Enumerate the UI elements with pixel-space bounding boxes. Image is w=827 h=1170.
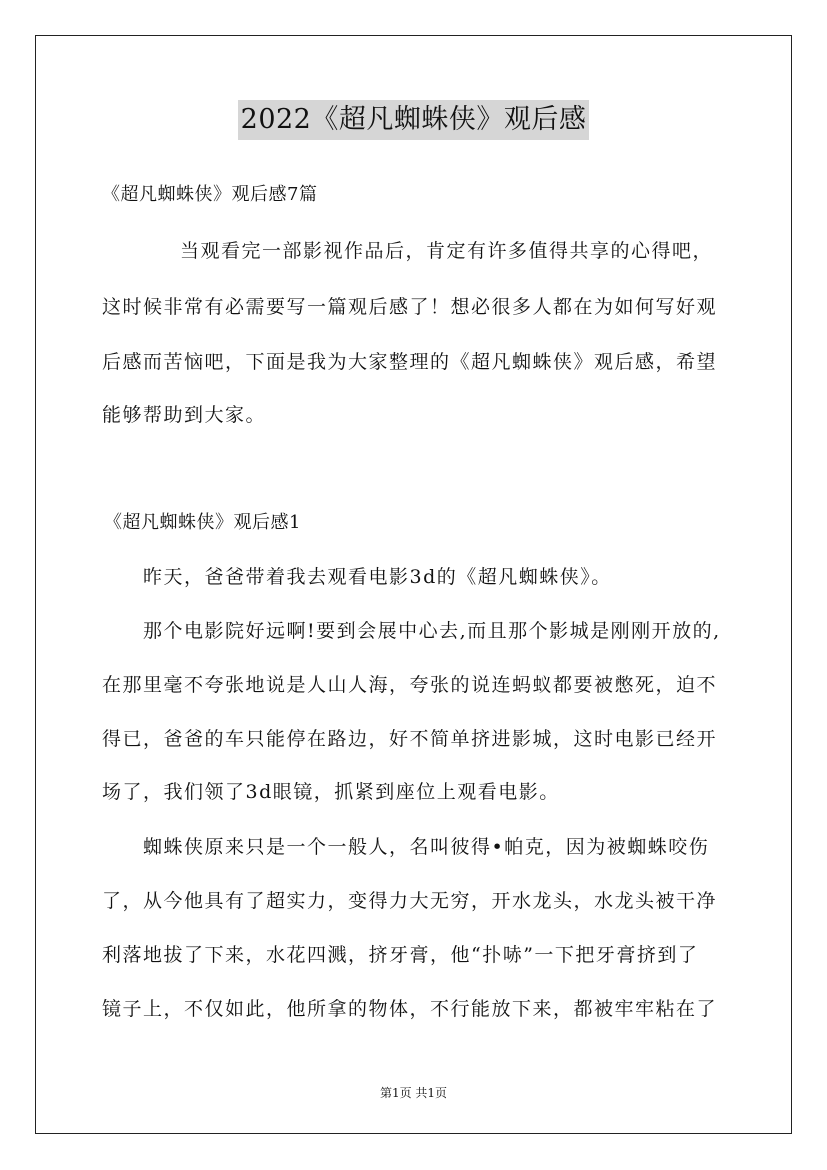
body-line: 了，从今他具有了超实力，变得力大无穷，开水龙头，水龙头被干净 [102, 890, 718, 912]
body-line: 蜘蛛侠原来只是一个一般人，名叫彼得•帕克，因为被蜘蛛咬伤 [143, 836, 710, 858]
title-container [0, 100, 827, 140]
intro-line: 后感而苦恼吧，下面是我为大家整理的《超凡蜘蛛侠》观后感，希望 [102, 351, 718, 373]
body-line: 那个电影院好远啊!要到会展中心去,而且那个影城是刚刚开放的, [143, 620, 721, 642]
body-line: 昨天，爸爸带着我去观看电影3d的《超凡蜘蛛侠》。 [143, 566, 612, 588]
body-line: 利落地拔了下来，水花四溅，挤牙膏，他“扑哧”一下把牙膏挤到了 [102, 944, 699, 966]
intro-line: 能够帮助到大家。 [102, 404, 267, 426]
body-line: 得已，爸爸的车只能停在路边，好不简单挤进影城，这时电影已经开 [102, 728, 718, 750]
section-heading: 《超凡蜘蛛侠》观后感1 [104, 512, 301, 533]
intro-line: 这时候非常有必需要写一篇观后感了！想必很多人都在为如何写好观 [102, 296, 718, 318]
page-footer: 第1页 共1页 [379, 1086, 448, 1100]
body-line: 镜子上，不仅如此，他所拿的物体，不行能放下来，都被牢牢粘在了 [102, 998, 718, 1020]
body-line: 场了，我们领了3d眼镜，抓紧到座位上观看电影。 [102, 781, 560, 803]
intro-line: 当观看完一部影视作品后，肯定有许多值得共享的心得吧， [180, 240, 714, 262]
document-title: 2022《超凡蜘蛛侠》观后感 [238, 100, 590, 140]
document-subtitle: 《超凡蜘蛛侠》观后感7篇 [102, 184, 318, 205]
body-line: 在那里毫不夸张地说是人山人海，夸张的说连蚂蚁都要被憋死，迫不 [102, 674, 718, 696]
